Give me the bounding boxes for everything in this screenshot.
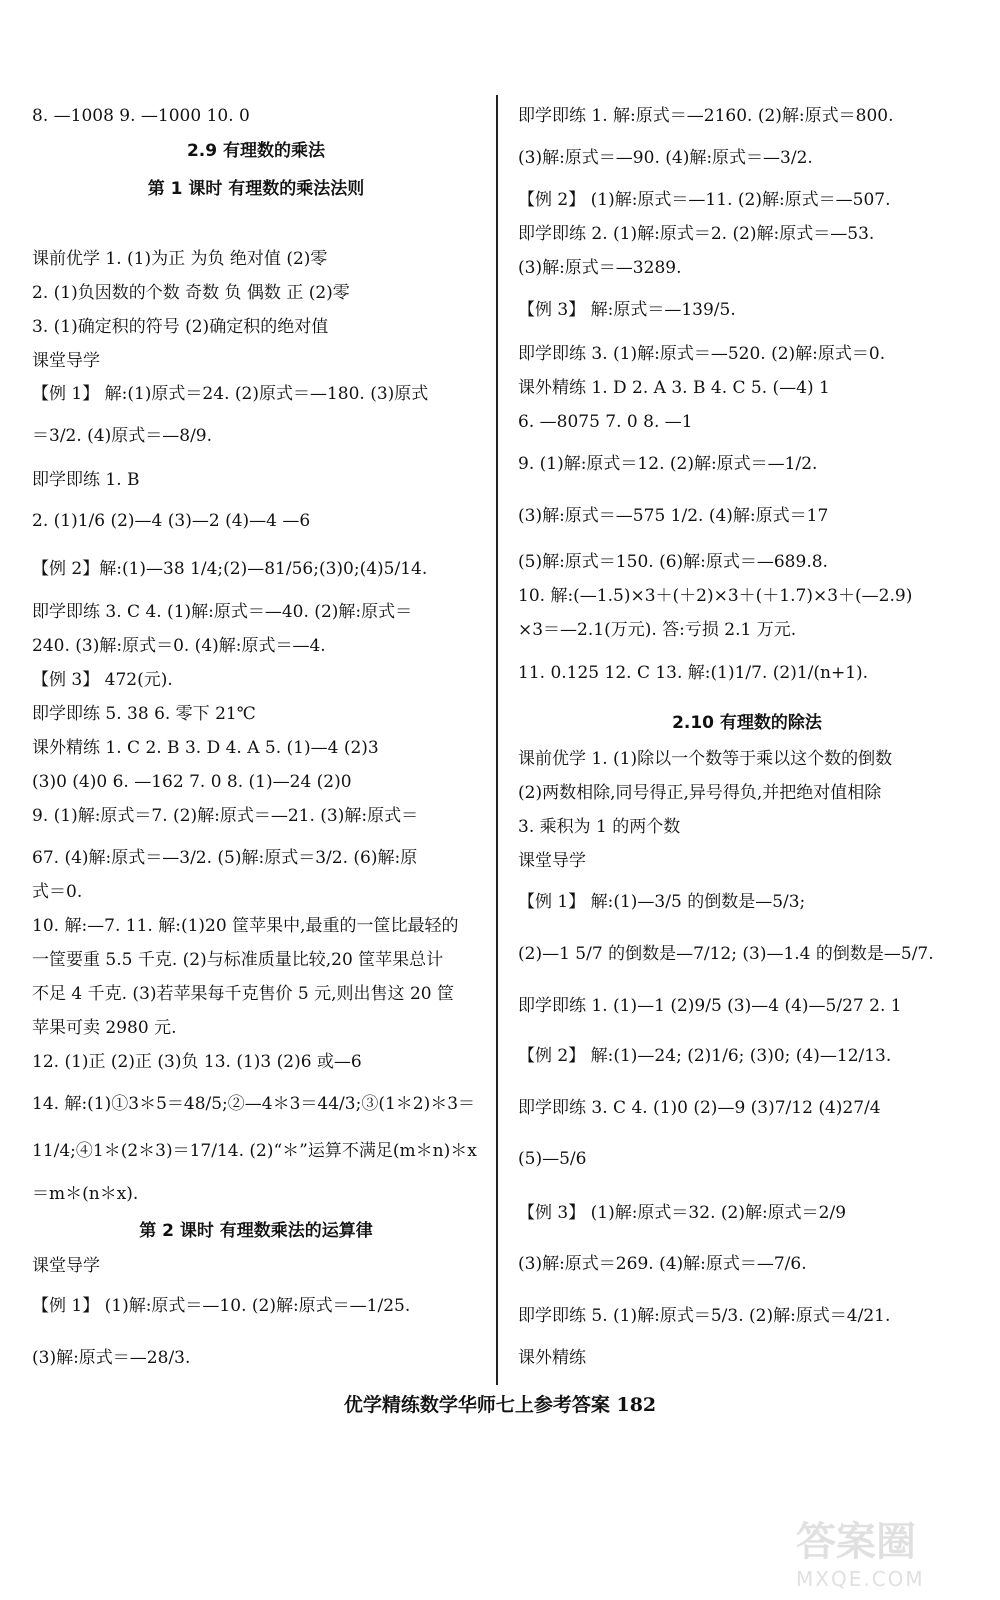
left-line: 67. (4)解:原式＝—3/2. (5)解:原式＝3/2. (6)解:原 [32, 848, 418, 868]
right-line: 即学即练 1. (1)—1 (2)9/5 (3)—4 (4)—5/27 2. 1 [518, 996, 902, 1016]
left-line: 【例 2】解:(1)—38 1/4;(2)—81/56;(3)0;(4)5/14. [32, 559, 428, 579]
left-line: (3)0 (4)0 6. —162 7. 0 8. (1)—24 (2)0 [32, 772, 352, 792]
watermark-logo [796, 1510, 986, 1590]
left-line: 2. (1)1/6 (2)—4 (3)—2 (4)—4 —6 [32, 511, 311, 531]
right-line: 即学即练 3. (1)解:原式＝—520. (2)解:原式＝0. [518, 344, 886, 364]
left-line: 12. (1)正 (2)正 (3)负 13. (1)3 (2)6 或—6 [32, 1052, 362, 1072]
left-line: 课堂导学 [32, 351, 100, 371]
right-line: 2.10 有理数的除法 [672, 713, 822, 733]
left-line: 一筐要重 5.5 千克. (2)与标准质量比较,20 筐苹果总计 [32, 950, 444, 970]
left-line: 10. 解:—7. 11. 解:(1)20 筐苹果中,最重的一筐比最轻的 [32, 916, 459, 936]
right-line: 课前优学 1. (1)除以一个数等于乘以这个数的倒数 [518, 749, 893, 769]
left-line: 240. (3)解:原式＝0. (4)解:原式＝—4. [32, 636, 326, 656]
left-line: 即学即练 5. 38 6. 零下 21℃ [32, 704, 256, 724]
watermark-url: MXQE.COM [796, 1567, 925, 1591]
page-footer: 优学精练数学华师七上参考答案 182 [343, 1394, 657, 1416]
left-line: 第 1 课时 有理数的乘法法则 [147, 179, 365, 199]
left-line: ＝m＊(n＊x). [32, 1184, 139, 1204]
right-line: 即学即练 5. (1)解:原式＝5/3. (2)解:原式＝4/21. [518, 1306, 891, 1326]
left-line: 9. (1)解:原式＝7. (2)解:原式＝—21. (3)解:原式＝ [32, 806, 419, 826]
right-line: 3. 乘积为 1 的两个数 [518, 817, 681, 837]
left-line: 式＝0. [32, 882, 83, 902]
right-line: (3)解:原式＝—90. (4)解:原式＝—3/2. [518, 148, 813, 168]
right-line: (5)解:原式＝150. (6)解:原式＝—689.8. [518, 552, 828, 572]
left-line: 【例 3】 472(元). [32, 670, 173, 690]
watermark-text: 答案圈 [796, 1519, 916, 1565]
column-divider [496, 95, 498, 1385]
right-line: (2)两数相除,同号得正,异号得负,并把绝对值相除 [518, 783, 882, 803]
right-line: (3)解:原式＝—575 1/2. (4)解:原式＝17 [518, 506, 829, 526]
left-line: ＝3/2. (4)原式＝—8/9. [32, 426, 213, 446]
right-line: 【例 3】 (1)解:原式＝32. (2)解:原式＝2/9 [518, 1203, 847, 1223]
left-line: (3)解:原式＝—28/3. [32, 1348, 191, 1368]
right-line: (5)—5/6 [518, 1149, 587, 1169]
right-line: 【例 2】 解:(1)—24; (2)1/6; (3)0; (4)—12/13. [518, 1046, 892, 1066]
left-line: 课外精练 1. C 2. B 3. D 4. A 5. (1)—4 (2)3 [32, 738, 379, 758]
right-line: (3)解:原式＝—3289. [518, 258, 682, 278]
left-line: 3. (1)确定积的符号 (2)确定积的绝对值 [32, 317, 329, 337]
left-line: 课前优学 1. (1)为正 为负 绝对值 (2)零 [32, 249, 328, 269]
right-line: 11. 0.125 12. C 13. 解:(1)1/7. (2)1/(n+1). [518, 663, 869, 683]
right-line: 【例 1】 解:(1)—3/5 的倒数是—5/3; [518, 892, 806, 912]
left-line: 2.9 有理数的乘法 [186, 141, 326, 161]
right-line: 6. —8075 7. 0 8. —1 [518, 412, 693, 432]
left-line: 2. (1)负因数的个数 奇数 负 偶数 正 (2)零 [32, 283, 350, 303]
left-line: 11/4;④1＊(2＊3)＝17/14. (2)“＊”运算不满足(m＊n)＊x [32, 1141, 477, 1161]
left-line: 第 2 课时 有理数乘法的运算律 [139, 1221, 373, 1241]
right-line: (2)—1 5/7 的倒数是—7/12; (3)—1.4 的倒数是—5/7. [518, 944, 934, 964]
right-line: (3)解:原式＝269. (4)解:原式＝—7/6. [518, 1254, 807, 1274]
right-line: 即学即练 1. 解:原式＝—2160. (2)解:原式＝800. [518, 106, 894, 126]
right-line: ×3＝—2.1(万元). 答:亏损 2.1 万元. [518, 620, 797, 640]
right-line: 10. 解:(—1.5)×3＋(＋2)×3＋(＋1.7)×3＋(—2.9) [518, 586, 913, 606]
right-line: 【例 2】 (1)解:原式＝—11. (2)解:原式＝—507. [518, 190, 891, 210]
right-line: 【例 3】 解:原式＝—139/5. [518, 300, 736, 320]
left-line: 【例 1】 解:(1)原式＝24. (2)原式＝—180. (3)原式 [32, 384, 429, 404]
right-line: 课外精练 1. D 2. A 3. B 4. C 5. (—4) 1 [518, 378, 830, 398]
left-line: 【例 1】 (1)解:原式＝—10. (2)解:原式＝—1/25. [32, 1296, 411, 1316]
right-line: 即学即练 3. C 4. (1)0 (2)—9 (3)7/12 (4)27/4 [518, 1098, 881, 1118]
left-line: 即学即练 3. C 4. (1)解:原式＝—40. (2)解:原式＝ [32, 602, 413, 622]
left-line: 即学即练 1. B [32, 470, 140, 490]
left-line: 14. 解:(1)①3＊5＝48/5;②—4＊3＝44/3;③(1＊2)＊3＝ [32, 1094, 476, 1114]
right-line: 9. (1)解:原式＝12. (2)解:原式＝—1/2. [518, 454, 818, 474]
right-line: 课堂导学 [518, 851, 586, 871]
right-line: 即学即练 2. (1)解:原式＝2. (2)解:原式＝—53. [518, 224, 875, 244]
left-line: 8. —1008 9. —1000 10. 0 [32, 106, 250, 126]
left-line: 苹果可卖 2980 元. [32, 1018, 177, 1038]
left-line: 课堂导学 [32, 1256, 100, 1276]
right-line: 课外精练 [518, 1348, 586, 1368]
left-line: 不足 4 千克. (3)若苹果每千克售价 5 元,则出售这 20 筐 [32, 984, 454, 1004]
